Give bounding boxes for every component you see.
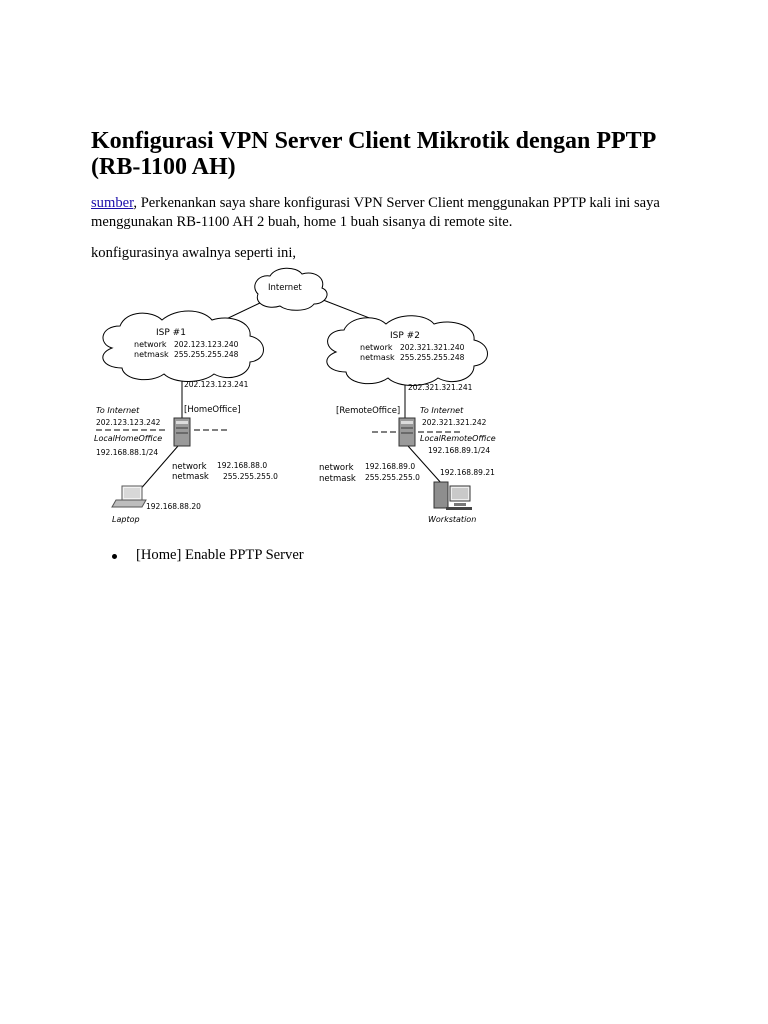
remote-local-ip: 192.168.89.1/24 bbox=[428, 446, 491, 455]
isp2-network-label: network bbox=[360, 343, 393, 352]
workstation-icon bbox=[434, 482, 472, 510]
remote-netmask-label: netmask bbox=[319, 474, 356, 484]
workstation-label: Workstation bbox=[428, 515, 477, 524]
remote-netmask: 255.255.255.0 bbox=[365, 473, 420, 482]
home-network-label: network bbox=[172, 462, 207, 472]
home-network: 192.168.88.0 bbox=[217, 461, 268, 470]
remote-network: 192.168.89.0 bbox=[365, 462, 416, 471]
isp1-name: ISP #1 bbox=[156, 328, 186, 338]
workstation-ip: 192.168.89.21 bbox=[440, 468, 495, 477]
isp1-network-label: network bbox=[134, 340, 167, 349]
home-to-internet-label: To Internet bbox=[96, 406, 140, 415]
home-local-label: LocalHomeOffice bbox=[94, 434, 163, 443]
home-local-ip: 192.168.88.1/24 bbox=[96, 448, 159, 457]
laptop-ip: 192.168.88.20 bbox=[146, 502, 201, 511]
isp1-gateway-ip: 202.123.123.241 bbox=[184, 380, 249, 389]
isp2-netmask: 255.255.255.248 bbox=[400, 353, 465, 362]
home-netmask: 255.255.255.0 bbox=[223, 472, 278, 481]
remote-network-label: network bbox=[319, 463, 354, 473]
isp1-netmask: 255.255.255.248 bbox=[174, 350, 239, 359]
step-list bbox=[112, 546, 304, 565]
source-link[interactable]: sumber bbox=[91, 195, 134, 211]
isp2-name: ISP #2 bbox=[390, 331, 420, 341]
intro-paragraph bbox=[91, 194, 691, 232]
internet-label: Internet bbox=[268, 283, 302, 293]
laptop-icon bbox=[112, 486, 146, 507]
intro-text: , Perkenankan saya share konfigurasi VPN Server Client menggunakan PPTP kali ini saya menggunakan RB-1100 AH 2 buah, home 1 buah sisanya di remote site. bbox=[91, 195, 660, 230]
home-router-icon bbox=[174, 418, 190, 446]
isp1-netmask-label: netmask bbox=[134, 350, 169, 359]
diagram-lead-text: konfigurasinya awalnya seperti ini, bbox=[91, 245, 297, 261]
isp2-gateway-ip: 202.321.321.241 bbox=[408, 383, 473, 392]
home-office-label: [HomeOffice] bbox=[184, 405, 241, 415]
page-title: Konfigurasi VPN Server Client Mikrotik dengan PPTP (RB-1100 AH) bbox=[91, 128, 656, 180]
laptop-label: Laptop bbox=[112, 515, 140, 524]
home-wan-ip: 202.123.123.242 bbox=[96, 418, 161, 427]
remote-office-label: [RemoteOffice] bbox=[336, 406, 401, 416]
isp2-netmask-label: netmask bbox=[360, 353, 395, 362]
remote-local-label: LocalRemoteOffice bbox=[420, 434, 496, 443]
home-netmask-label: netmask bbox=[172, 472, 209, 482]
remote-router-icon bbox=[399, 418, 415, 446]
remote-to-internet-label: To Internet bbox=[420, 406, 464, 415]
network-diagram bbox=[90, 264, 510, 528]
isp1-network: 202.123.123.240 bbox=[174, 340, 239, 349]
remote-wan-ip: 202.321.321.242 bbox=[422, 418, 487, 427]
isp2-network: 202.321.321.240 bbox=[400, 343, 465, 352]
list-item: [Home] Enable PPTP Server bbox=[112, 546, 304, 565]
